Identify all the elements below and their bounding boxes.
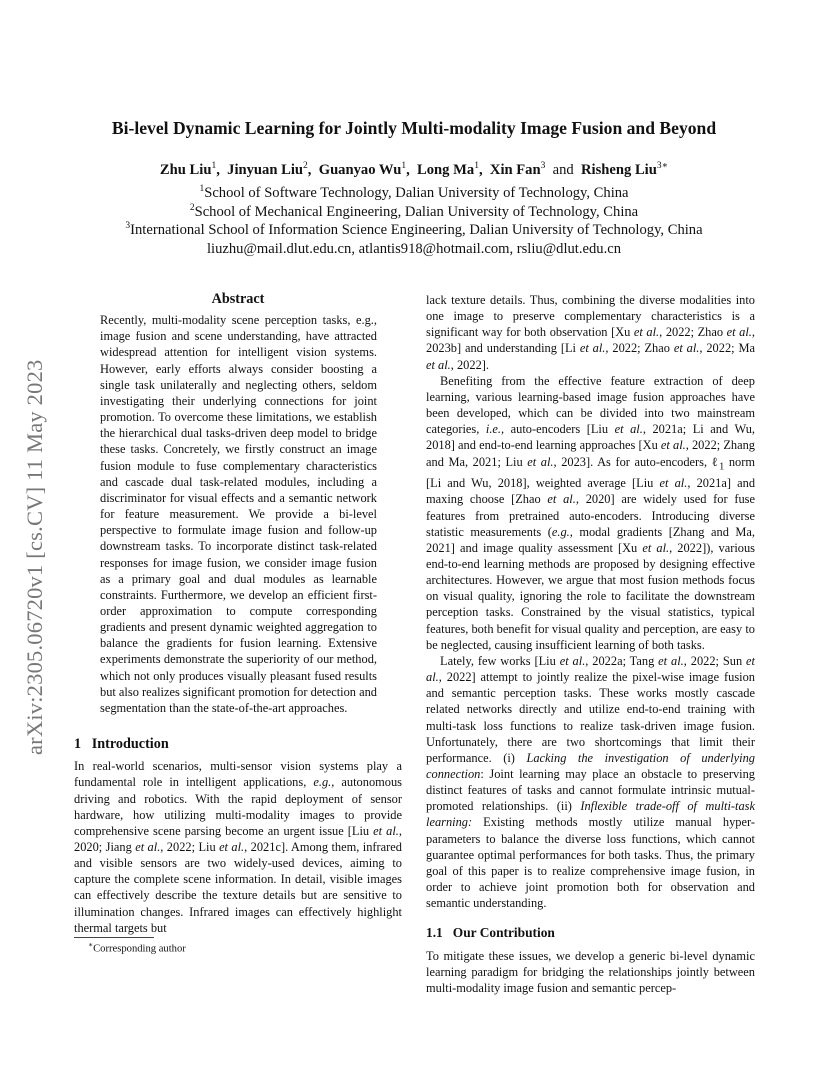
intro-paragraph: In real-world scenarios, multi-sensor vision systems play a fundamental role in intelligent applications, e.g., autonomous driving and robotics. With the rapid deployment of sensor hardware, how utilizing multi-modality images to provide comprehensive scene parsing become an urgent issue [Liu et al., 2020; Jiang et al., 2022; Liu et al., 2021c]. Among them, infrared and visible sensors are two widely-used devices, aiming to capture the complete scene information. In detail, visible images can effectively describe the texture details but are sensitive to illumination changes. Infrared images can effectively highlight thermal targets but — [74, 759, 402, 935]
affiliation: $^2$School of Mechanical Engineering, Dalian University of Technology, China — [189, 203, 639, 220]
subsection-heading: 1.1 Our Contribution — [426, 925, 555, 941]
footnote-rule — [74, 937, 154, 938]
section-heading: 1 Introduction — [74, 736, 169, 753]
author: Jinyuan Liu — [227, 161, 304, 178]
author: Long Ma — [417, 161, 475, 178]
body-paragraph: Lately, few works [Liu et al., 2022a; Tang et al., 2022; Sun et al., 2022] attempt to jointly realize the pixel-wise image fusion and semantic perception tasks. These works mostly cascade related networks directly and utilize end-to-end training with multi-task loss functions to realize task-driven image fusion. Unfortunately, there are two shortcomings that limit their performance. (i) Lacking the investigation of underlying connection: Joint learning may place an obstacle to preserving distinct features of tasks and cannot formulate intrinsic mutual-promoted relationships. (ii) Inflexible trade-off of multi-task learning: Existing methods mostly utilize manual hyper-parameters to balance the diverse loss functions, which cannot guarantee optimal performances for both tasks. Thus, the primary goal of this paper is to realize comprehensive image fusion, in order to achieve joint promotion both for observation and semantic understanding. — [426, 653, 755, 911]
left-column — [74, 291, 402, 936]
author-emails: liuzhu@mail.dlut.edu.cn, atlantis918@hotmail.com, rsliu@dlut.edu.cn — [206, 241, 621, 257]
body-paragraph: Benefiting from the effective feature extraction of deep learning, various learning-based image fusion approaches have been developed, which can be divided into two mainstream categories, i.e., auto-encoders [Liu et al., 2021a; Li and Wu, 2018] and end-to-end learning approaches [Xu et al., 2022; Zhang and Ma, 2021; Liu et al., 2023]. As for auto-encoders, ℓ$_1$ norm [Li and Wu, 2018], weighted average [Liu et al., 2021a] and maxing choose [Zhao et al., 2020] are widely used for fuse features from pretrained auto-encoders. Introducing diverse statistic measurements (e.g., modal gradients [Zhang and Ma, 2021] and image quality assessment [Xu et al., 2022]), various end-to-end learning methods are proposed by designing effective architectures. However, we argue that most fusion methods focus on visual quality, ignoring the role to facilitate the downstream perception tasks. Constrained by the visual statistics, typical features, both benefit for visual quality and perception, are easy to be neglected, causing insufficient learning of both tasks. — [426, 373, 756, 652]
abstract-text: Recently, multi-modality scene perception tasks, e.g., image fusion and scene understanding, have attracted widespread attention for intelligent vision systems. However, early efforts always consider boosting a single task unilaterally and neglecting others, seldom investigating their underlying connections for joint promotion. To overcome these limitations, we establish the hierarchical dual tasks-driven deep model to bridge these tasks. Concretely, we firstly construct an image fusion module to fuse complementary characteristics and cascade dual task-related modules, including a discriminator for visual effects and a semantic network for feature measurement. We provide a bi-level perspective to formulate image fusion and follow-up downstream tasks. To incorporate distinct task-related responses for image fusion, we consider image fusion as a primary goal and dual modules as learnable constraints. Furthermore, we develop an efficient first-order approximation to compute corresponding gradients and present dynamic weighted aggregation to balance the gradients for fusion learning. Extensive experiments demonstrate the superiority of our method, which not only produces visually pleasant fused results but also realizes significant promotion for detection and segmentation than the state-of-the-art approaches. — [100, 313, 377, 715]
right-column — [426, 292, 755, 996]
affiliation: $^1$School of Software Technology, Dalian University of Technology, China — [199, 184, 629, 201]
arxiv-identifier: arXiv:2305.06720v1 [cs.CV] 11 May 2023 — [22, 359, 47, 755]
body-paragraph: To mitigate these issues, we develop a generic bi-level dynamic learning paradigm for bridging the relationships jointly between multi-modality image fusion and semantic percep- — [426, 948, 755, 995]
affiliation: $^3$International School of Information Science Engineering, Dalian University of Technology, China — [125, 221, 703, 238]
body-paragraph: lack texture details. Thus, combining the diverse modalities into one image to preserve complementary characteristics is a significant way for both observation [Xu et al., 2022; Zhao et al., 2023b] and understanding [Li et al., 2022; Zhao et al., 2022; Ma et al., 2022]. — [426, 293, 755, 372]
author: Zhu Liu — [159, 161, 212, 178]
author: Risheng Liu — [581, 161, 657, 178]
author: Guanyao Wu — [318, 161, 402, 178]
paper-title: Bi-level Dynamic Learning for Jointly Multi-modality Image Fusion and Beyond — [111, 118, 717, 138]
author-list: Zhu Liu$^1$, Jinyuan Liu$^2$, Guanyao Wu$^1$, Long Ma$^1$, Xin Fan$^3$ and Risheng Liu$^{3∗}$ — [159, 161, 669, 178]
footnote: ∗Corresponding author — [88, 940, 186, 955]
abstract-heading: Abstract — [211, 291, 265, 307]
author: Xin Fan — [489, 161, 541, 178]
